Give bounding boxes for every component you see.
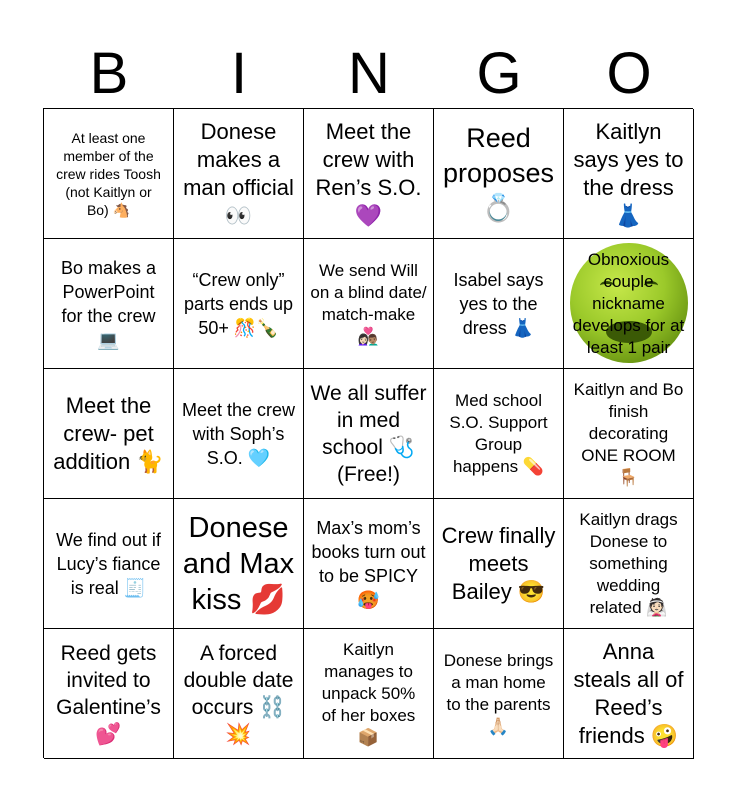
- header-letter-g: G: [476, 41, 522, 106]
- bingo-cell-10[interactable]: [564, 239, 694, 369]
- cell-text: Obnoxious couple nickname develops for at least 1 pair: [572, 249, 685, 357]
- bingo-cell-16[interactable]: [44, 499, 174, 629]
- bingo-cell-12[interactable]: [174, 369, 304, 499]
- cell-text: Reed gets invited to Galentine’s 💕: [56, 641, 161, 746]
- bingo-cell-14[interactable]: [434, 369, 564, 499]
- bingo-cell-20[interactable]: [564, 499, 694, 629]
- bingo-cell-5[interactable]: [564, 109, 694, 239]
- cell-text: Kaitlyn says yes to the dress 👗: [573, 118, 684, 228]
- cell-text: Kaitlyn and Bo finish decorating ONE ROOM 🪑: [573, 379, 684, 487]
- bingo-cell-2[interactable]: [174, 109, 304, 239]
- bingo-cell-17[interactable]: [174, 499, 304, 629]
- cell-text: Kaitlyn drags Donese to something wedding related 👰🏻: [579, 509, 678, 617]
- cell-text: Anna steals all of Reed’s friends 🤪: [573, 638, 684, 748]
- bingo-header: [44, 40, 694, 108]
- bingo-cell-8[interactable]: [304, 239, 434, 369]
- header-letter-i: I: [230, 41, 248, 106]
- cell-text: Reed proposes 💍: [442, 123, 555, 223]
- bingo-cell-4[interactable]: [434, 109, 564, 239]
- cell-text: Donese makes a man official 👀: [183, 118, 294, 228]
- bingo-cell-1[interactable]: [44, 109, 174, 239]
- bingo-cell-25[interactable]: [564, 629, 694, 759]
- cell-text: Med school S.O. Support Group happens 💊: [449, 390, 548, 476]
- cell-text: Crew finally meets Bailey 😎: [441, 522, 556, 604]
- bingo-cell-6[interactable]: [44, 239, 174, 369]
- cell-text: Isabel says yes to the dress 👗: [453, 269, 544, 338]
- bingo-cell-21[interactable]: [44, 629, 174, 759]
- cell-text: We send Will on a blind date/ match-make 👩🏻‍❤️‍👨🏽: [310, 260, 427, 346]
- cell-text: Max’s mom’s books turn out to be SPICY 🥵: [311, 517, 426, 610]
- cell-text: Bo makes a PowerPoint for the crew 💻: [60, 257, 157, 350]
- bingo-cell-15[interactable]: [564, 369, 694, 499]
- cell-text: We find out if Lucy’s fiance is real 🧾: [56, 529, 161, 598]
- bingo-cell-19[interactable]: [434, 499, 564, 629]
- bingo-cell-24[interactable]: [434, 629, 564, 759]
- cell-text: “Crew only” parts ends up 50+ 🎊🍾: [183, 269, 294, 338]
- cell-text: Meet the crew- pet addition 🐈: [53, 392, 164, 474]
- header-letter-b: B: [89, 41, 129, 106]
- bingo-cell-13[interactable]: [304, 369, 434, 499]
- bingo-cell-9[interactable]: [434, 239, 564, 369]
- bingo-cell-11[interactable]: [44, 369, 174, 499]
- bingo-card-grid: [43, 108, 693, 758]
- bingo-cell-7[interactable]: [174, 239, 304, 369]
- cell-text: We all suffer in med school 🩺(Free!): [310, 381, 427, 486]
- cell-text: At least one member of the crew rides Toosh (not Kaitlyn or Bo) 🐴: [56, 129, 161, 218]
- bingo-cell-3[interactable]: [304, 109, 434, 239]
- bingo-cell-18[interactable]: [304, 499, 434, 629]
- header-letter-o: O: [606, 41, 652, 106]
- cell-text: Donese and Max kiss 💋: [182, 511, 295, 616]
- header-letter-n: N: [348, 41, 390, 106]
- cell-text: Meet the crew with Ren’s S.O. 💜: [315, 118, 422, 228]
- cell-text: Meet the crew with Soph’s S.O. 🩵: [181, 399, 296, 468]
- cell-text: Kaitlyn manages to unpack 50% of her boxes 📦: [321, 639, 416, 747]
- cell-text: Donese brings a man home to the parents 🙏🏻: [443, 650, 554, 736]
- bingo-cell-23[interactable]: [304, 629, 434, 759]
- cell-text: A forced double date occurs ⛓️💥: [183, 641, 294, 746]
- bingo-cell-22[interactable]: [174, 629, 304, 759]
